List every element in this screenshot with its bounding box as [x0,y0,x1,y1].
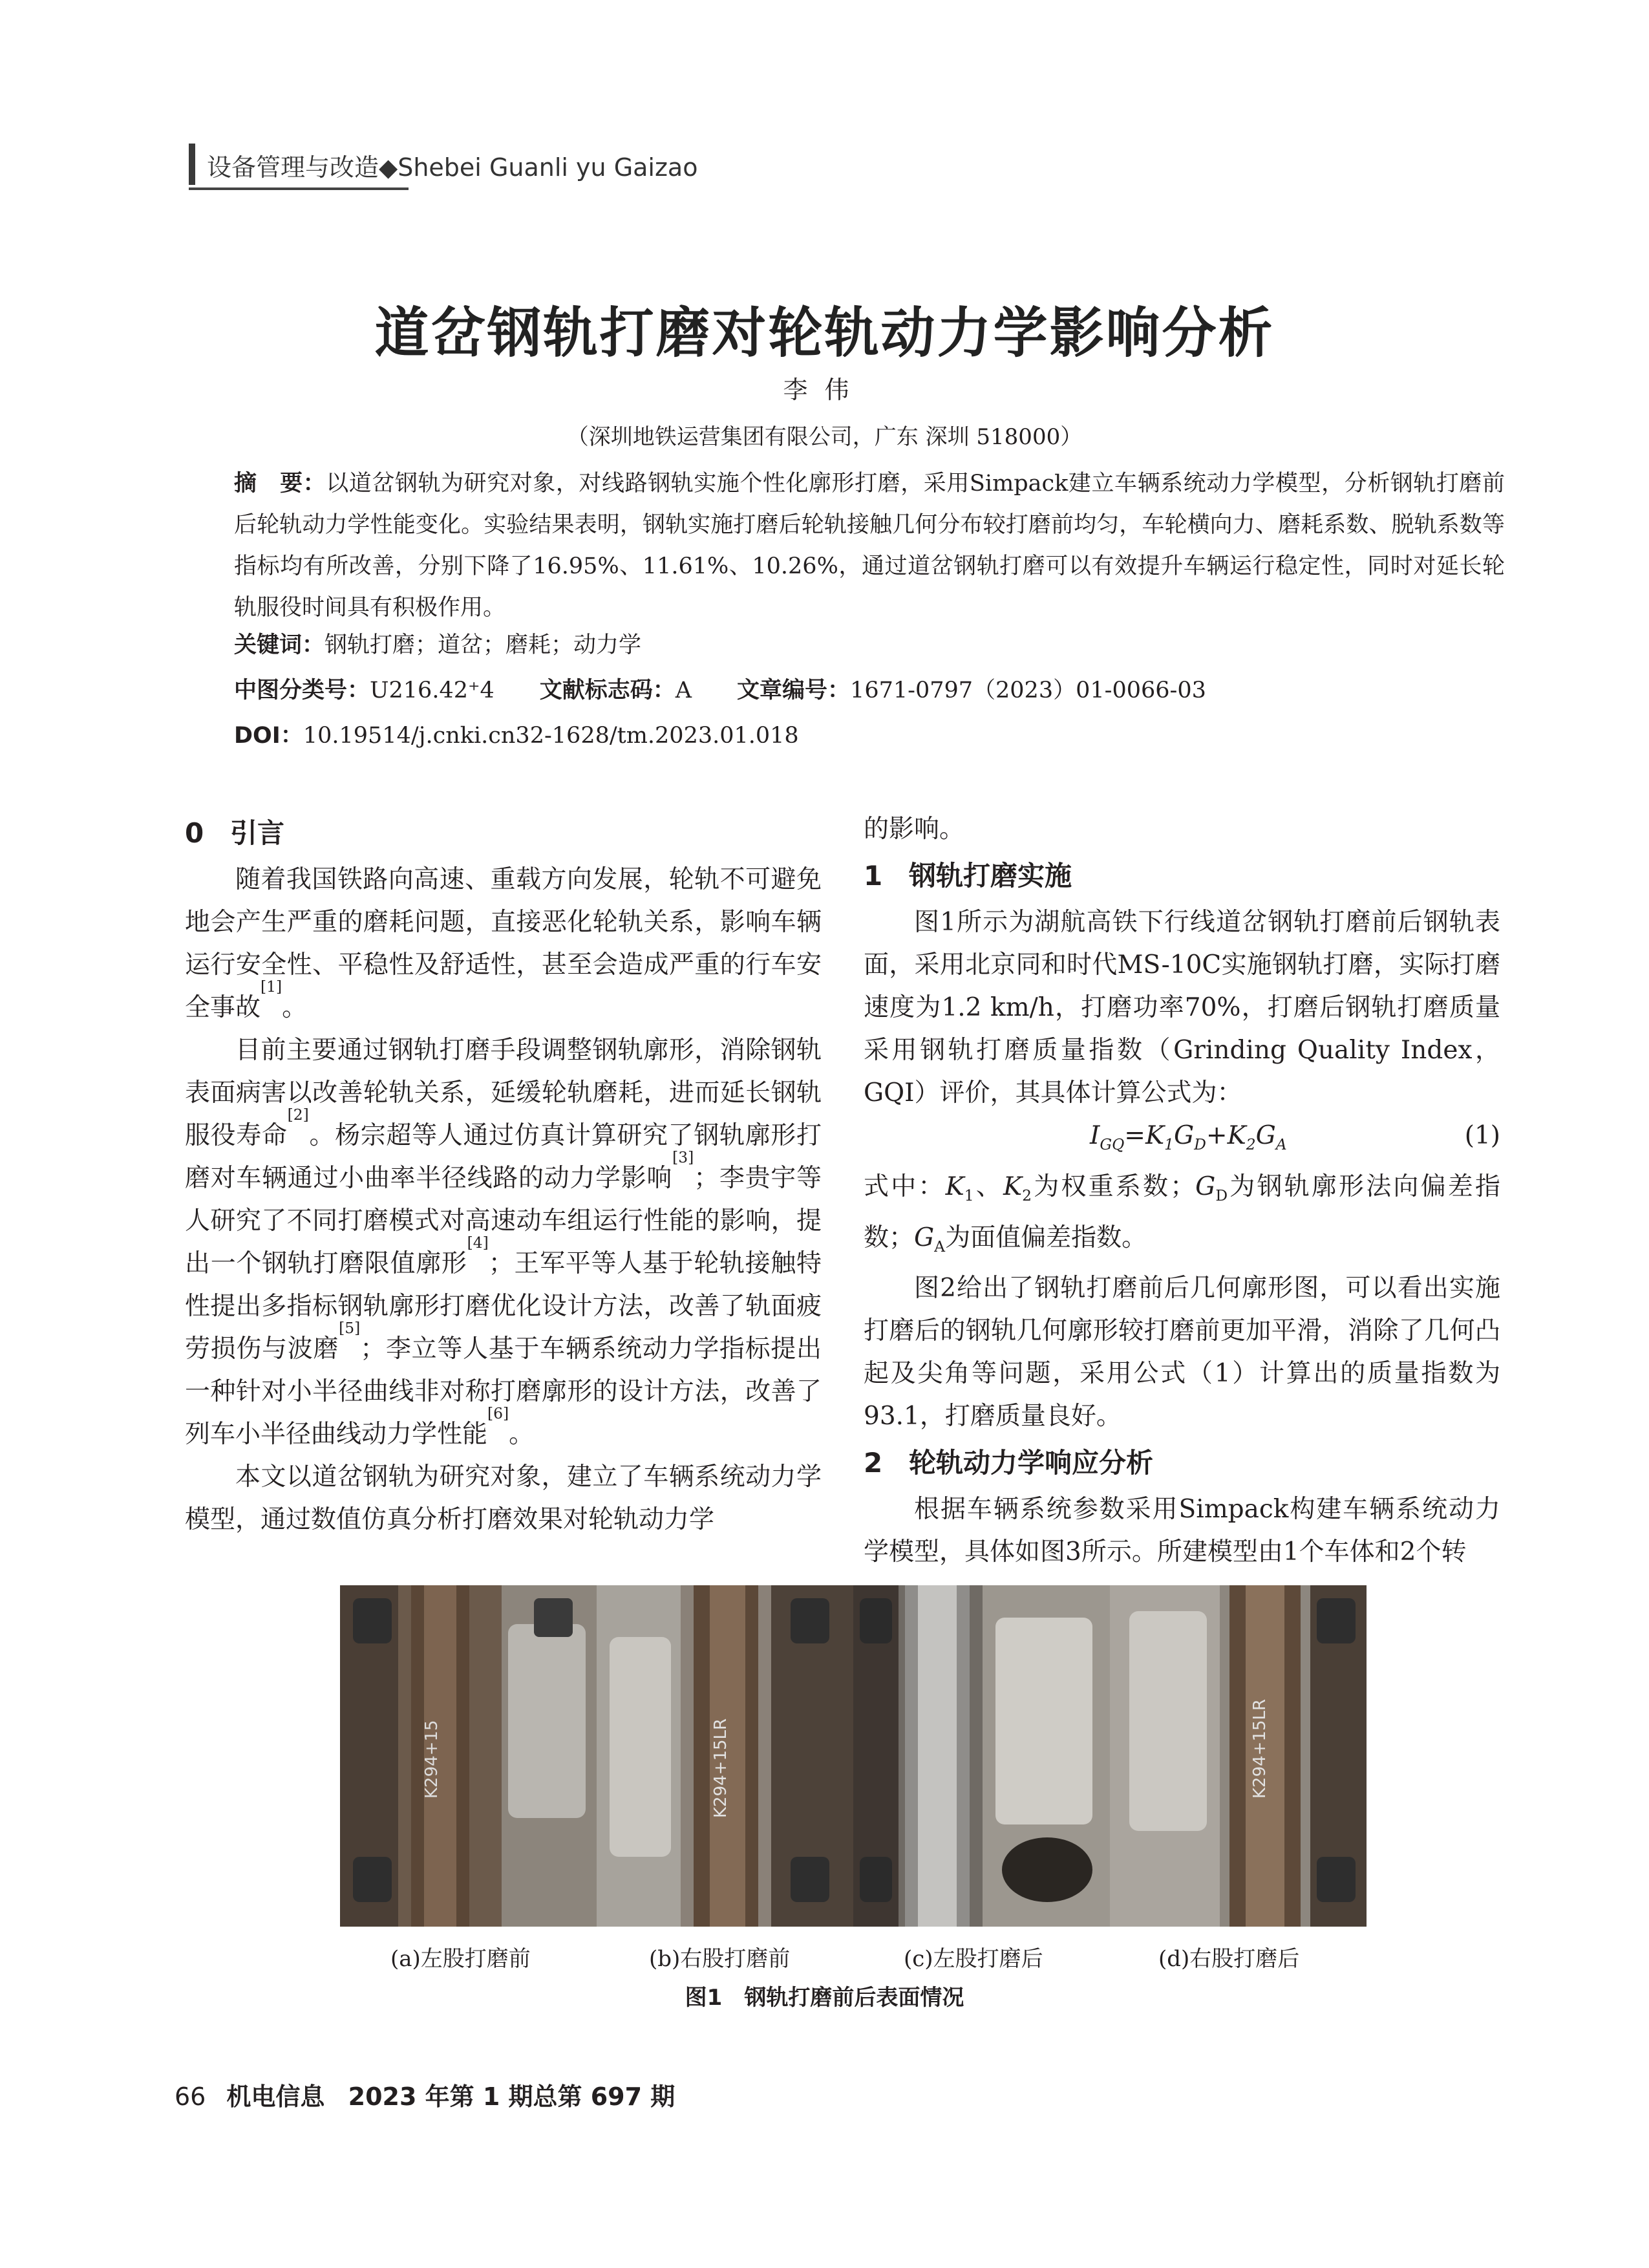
intro-paragraph-3: 本文以道岔钢轨为研究对象，建立了车辆系统动力学模型，通过数值仿真分析打磨效果对轮轨动力学 [185,1462,822,1534]
subcaption-d: (d)右股打磨后 [1158,1946,1300,1972]
page-footer [175,2077,675,2112]
equation-explanation: 式中：$K_1$、$K_2$为权重系数；$G_D$为钢轨廓形法向偏差指数；$G_A$为面值偏差指数。 [864,1171,1500,1256]
article-number-value: 1671-0797（2023）01-0066-03 [850,678,1206,703]
clc-label: 中图分类号： [234,678,370,703]
issue-info: 2023 年第 1 期总第 697 期 [348,2082,676,2111]
page-number: 66 [175,2082,206,2111]
keywords-text: 钢轨打磨；道岔；磨耗；动力学 [324,632,642,658]
keywords [234,627,641,659]
affiliation: （深圳地铁运营集团有限公司，广东 深圳 518000） [566,424,1083,450]
header-underline [189,187,409,190]
doc-code-value: A [675,678,692,703]
figure-1-caption: 图1 钢轨打磨前后表面情况 [685,1985,964,2011]
citation-4[interactable]: [4] [467,1234,489,1252]
clc-value: U216.42⁺4 [370,678,495,703]
section-2-heading: 2 轮轨动力学响应分析 [864,1447,1154,1479]
doi-link[interactable]: 10.19514/j.cnki.cn32-1628/tm.2023.01.018 [303,723,799,749]
paper-title: 道岔钢轨打磨对轮轨动力学影响分析 [374,301,1275,365]
intro-continuation: 的影响。 [864,815,965,844]
right-column [864,808,1500,1574]
citation-1[interactable]: [1] [261,978,282,996]
subcaption-a: (a)左股打磨前 [390,1946,531,1972]
citation-5[interactable]: [5] [339,1319,361,1337]
section-2-paragraph-1: 根据车辆系统参数采用Simpack构建车辆系统动力学模型，具体如图3所示。所建模型由1个车体和2个转 [864,1495,1500,1567]
section-1-paragraph-1: 图1所示为湖航高铁下行线道岔钢轨打磨前后钢轨表面，采用北京同和时代MS-10C实施钢轨打磨，实际打磨速度为1.2 km/h，打磨功率70%，打磨后钢轨打磨质量采用钢轨打磨质量指数（Grinding Quality Index，GQI）评价，其具体计算公式为： [864,908,1500,1107]
author: 李伟 [783,376,866,404]
doi-label: DOI： [234,723,303,749]
citation-3[interactable]: [3] [672,1148,694,1166]
article-number-label: 文章编号： [737,678,851,703]
figure-photo-d [1110,1585,1367,1927]
section-1-paragraph-2: 图2给出了钢轨打磨前后几何廓形图，可以看出实施打磨后的钢轨几何廓形较打磨前更加平滑，消除了几何凸起及尖角等问题，采用公式（1）计算出的质量指数为93.1，打磨质量良好。 [864,1274,1500,1431]
running-header: 设备管理与改造◆Shebei Guanli yu Gaizao [207,153,698,182]
doi-line [234,718,799,750]
section-1-heading: 1 钢轨打磨实施 [864,860,1072,892]
classification-line [234,672,1206,705]
rail-mark-b: K294+15LR [711,1718,730,1818]
citation-2[interactable]: [2] [287,1106,309,1124]
abstract-text: 以道岔钢轨为研究对象，对线路钢轨实施个性化廓形打磨，采用Simpack建立车辆系统动力学模型，分析钢轨打磨前后轮轨动力学性能变化。实验结果表明，钢轨实施打磨后轮轨接触几何分布较打磨前均匀，车轮横向力、磨耗系数、脱轨系数等指标均有所改善，分别下降了16.95%、11.61%、10.26%，通过道岔钢轨打磨可以有效提升车辆运行稳定性，同时对延长轮轨服役时间具有积极作用。 [234,471,1505,621]
abstract [234,463,1505,628]
header-bar [189,144,195,185]
doc-code-label: 文献标志码： [539,678,676,703]
subcaption-c: (c)左股打磨后 [904,1946,1043,1972]
citation-6[interactable]: [6] [487,1404,509,1422]
equation-number: (1) [1464,1121,1500,1150]
subcaption-b: (b)右股打磨前 [649,1946,791,1972]
left-column [185,808,822,1541]
section-0-heading: 0 引言 [185,817,285,849]
figure-photo-c [853,1585,1110,1927]
equation-1: $I_{GQ}=K_1G_D+K_2G_A$ (1) [864,1115,1500,1166]
figure-photo-a [340,1585,597,1927]
figure-photo-b [597,1585,853,1927]
journal-name: 机电信息 [226,2082,325,2111]
keywords-label: 关键词： [234,632,325,658]
intro-paragraph-1: 随着我国铁路向高速、重载方向发展，轮轨不可避免地会产生严重的磨耗问题，直接恶化轮轨关系，影响车辆运行安全性、平稳性及舒适性，甚至会造成严重的行车安全事故[1]。 [185,865,822,1022]
intro-paragraph-2: 目前主要通过钢轨打磨手段调整钢轨廓形，消除钢轨表面病害以改善轮轨关系，延缓轮轨磨耗，进而延长钢轨服役寿命[2]。杨宗超等人通过仿真计算研究了钢轨廓形打磨对车辆通过小曲率半径线路的动力学影响[3]；李贵宇等人研究了不同打磨模式对高速动车组运行性能的影响，提出一个钢轨打磨限值廓形[4]；王军平等人基于轮轨接触特性提出多指标钢轨廓形打磨优化设计方法，改善了轨面疲劳损伤与波磨[5]；李立等人基于车辆系统动力学指标提出一种针对小半径曲线非对称打磨廓形的设计方法，改善了列车小半径曲线动力学性能[6]。 [185,1036,822,1449]
abstract-label: 摘 要： [234,471,326,497]
rail-mark-a: K294+15 [422,1720,442,1799]
rail-mark-d: K294+15LR [1250,1698,1270,1799]
